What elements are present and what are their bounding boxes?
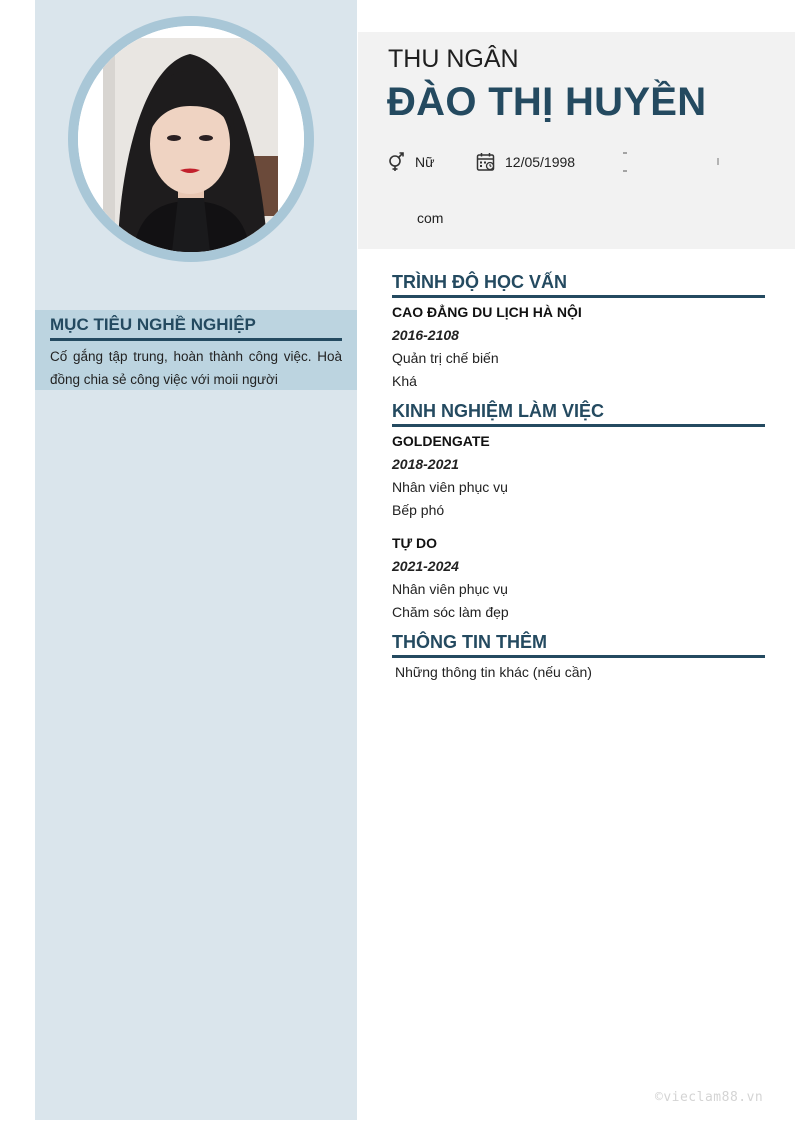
birthdate-value: 12/05/1998 xyxy=(505,154,576,170)
experience-position: Nhân viên phục vụ xyxy=(392,581,508,597)
gender-icon xyxy=(386,152,406,172)
full-name: ĐÀO THỊ HUYỀN xyxy=(387,80,707,124)
company-name: GOLDENGATE xyxy=(392,433,490,449)
profile-header xyxy=(358,32,795,249)
email-value: com xyxy=(417,210,444,226)
education-section xyxy=(392,272,765,393)
gender-info xyxy=(386,152,434,172)
education-grade: Khá xyxy=(392,373,417,389)
calendar-icon xyxy=(476,152,496,172)
experience-position: Nhân viên phục vụ xyxy=(392,479,508,495)
additional-info-text: Những thông tin khác (nếu cần) xyxy=(395,664,592,680)
additional-info-section xyxy=(392,632,765,684)
experience-period: 2018-2021 xyxy=(392,456,459,472)
sidebar xyxy=(35,0,357,1120)
gender-value: Nữ xyxy=(415,154,435,170)
experience-item xyxy=(392,532,765,624)
school-name: CAO ĐẲNG DU LỊCH HÀ NỘI xyxy=(392,304,582,320)
education-title: TRÌNH ĐỘ HỌC VẤN xyxy=(392,272,765,298)
experience-item xyxy=(392,430,765,522)
avatar xyxy=(68,16,314,262)
objective-text: Cố gắng tập trung, hoàn thành công việc. Hoà đồng chia sẻ công việc với moii người xyxy=(50,349,342,387)
redacted-phone xyxy=(621,152,721,172)
company-name: TỰ DO xyxy=(392,535,438,551)
experience-section xyxy=(392,401,765,624)
experience-title: KINH NGHIỆM LÀM VIỆC xyxy=(392,401,765,427)
education-period: 2016-2108 xyxy=(392,327,459,343)
education-major: Quản trị chế biến xyxy=(392,350,499,366)
watermark: ©vieclam88.vn xyxy=(655,1090,764,1105)
birthdate-info xyxy=(476,152,575,172)
job-title: THU NGÂN xyxy=(388,45,519,73)
experience-detail: Bếp phó xyxy=(392,502,445,518)
additional-info-title: THÔNG TIN THÊM xyxy=(392,632,765,658)
career-objective-section xyxy=(35,310,357,390)
experience-detail: Chăm sóc làm đẹp xyxy=(392,604,509,620)
objective-title: MỤC TIÊU NGHỀ NGHIỆP xyxy=(50,315,342,341)
experience-period: 2021-2024 xyxy=(392,558,459,574)
avatar-photo xyxy=(78,26,304,252)
